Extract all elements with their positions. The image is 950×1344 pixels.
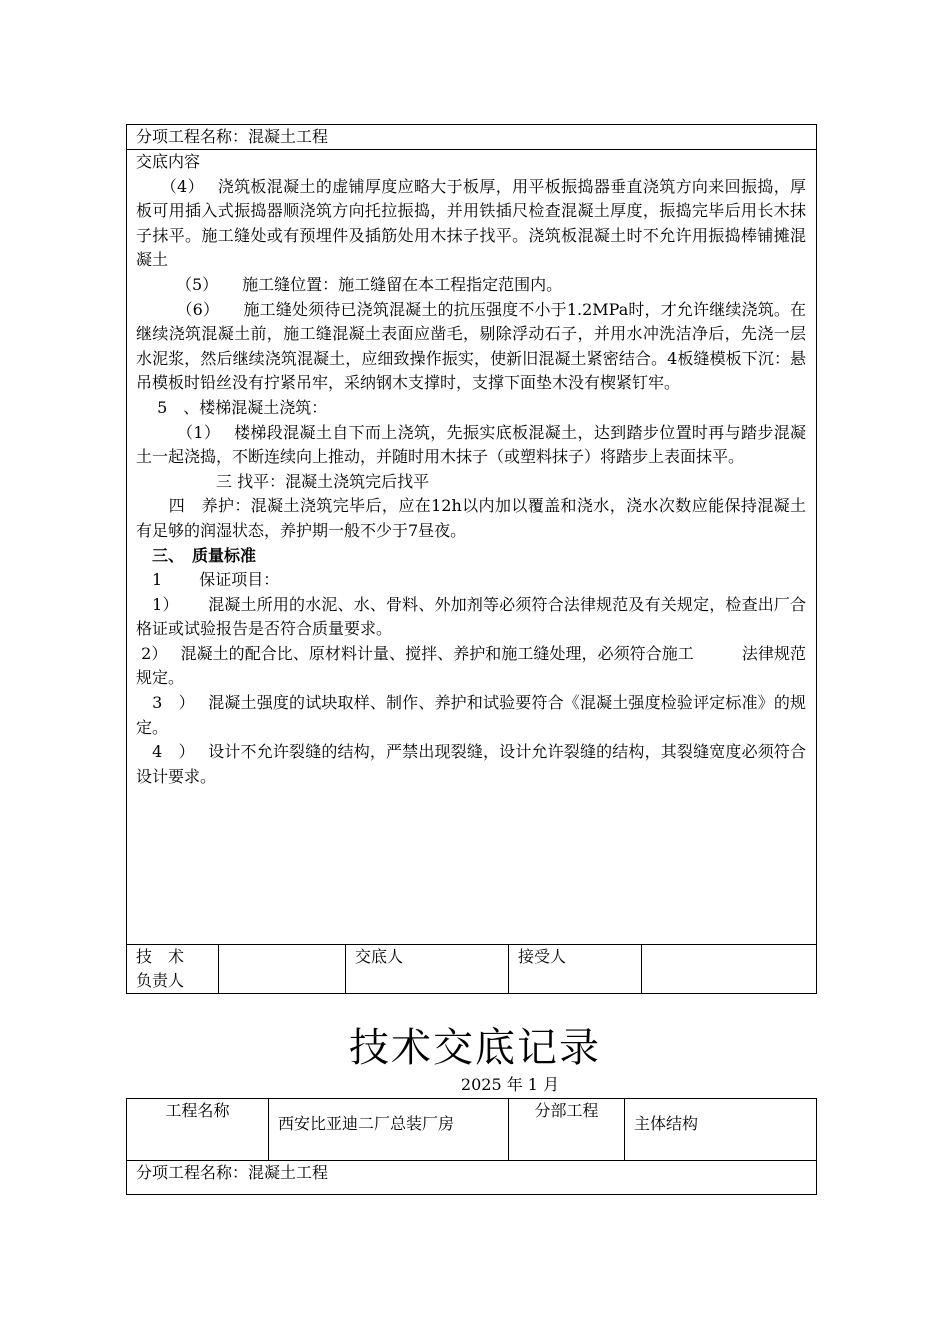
disclosure-table: [126, 124, 817, 994]
disclosure-content: [127, 150, 817, 945]
record-date: 2025 年 1 月: [460, 1075, 560, 1094]
receiver-label: 接受人: [509, 945, 642, 994]
project-info-table: [126, 1098, 817, 1195]
receiver-value: [642, 945, 817, 994]
subproject-name-text: 分项工程名称：混凝土工程: [136, 127, 329, 146]
division-value: 主体结构: [625, 1099, 817, 1161]
content-line: （4） 浇筑板混凝土的虚铺厚度应略大于板厚，用平板振捣器垂直浇筑方向来回振捣，厚板可用插入式振捣器顺浇筑方向托拉振捣，并用铁插尺检查混凝土厚度，振捣完毕后用长木抹子抹平。施工缝处或有预埋件及插筋处用木抹子找平。浇筑板混凝土时不允许用振捣棒铺摊混凝土: [136, 176, 807, 270]
content-line: 2） 混凝土的配合比、原材料计量、搅拌、养护和施工缝处理，必须符合施工 法律规范规定。: [136, 643, 807, 688]
content-line: 4 ） 设计不允许裂缝的结构，严禁出现裂缝，设计允许裂缝的结构，其裂缝宽度必须符合设计要求。: [136, 742, 807, 786]
division-label: 分部工程: [509, 1099, 625, 1161]
content-line: 1） 混凝土所用的水泥、水、骨料、外加剂等必须符合法律规范及有关规定，检查出厂合格证或试验报告是否符合质量要求。: [136, 594, 807, 639]
subproject-name: [127, 125, 817, 150]
quality-standard-heading: 三、 质量标准: [136, 545, 257, 565]
tech-lead-value: [219, 945, 346, 994]
record-title: 技术交底记录: [349, 1025, 601, 1071]
presenter-label: 交底人: [346, 945, 509, 994]
content-line: （6） 施工缝处须待已浇筑混凝土的抗压强度不小于1.2MPa时，才允许继续浇筑。在继续浇筑混凝土前，施工缝混凝土表面应凿毛，剔除浮动石子，并用水冲洗洁净后，先浇一层水泥浆，然后继续浇筑混凝土，应细致操作振实，使新旧混凝土紧密结合。4板缝模板下沉：悬吊模板时铅丝没有拧紧吊牢，采纳钢木支撑时，支撑下面垫木没有楔紧钉牢。: [136, 299, 807, 393]
project-name-value: 西安比亚迪二厂总装厂房: [269, 1099, 509, 1161]
content-line: 1 保证项目：: [136, 570, 280, 590]
content-line: 四 养护：混凝土浇筑完毕后，应在12h以内加以覆盖和浇水，浇水次数应能保持混凝土有足够的润湿状态，养护期一般不少于7昼夜。: [136, 496, 807, 540]
tech-lead-label: 技 术 负责人: [127, 945, 219, 994]
content-line: 三 找平：混凝土浇筑完后找平: [136, 471, 430, 491]
content-line: 3 ） 混凝土强度的试块取样、制作、养护和试验要符合《混凝土强度检验评定标准》的规定。: [136, 693, 807, 737]
content-line: （5） 施工缝位置：施工缝留在本工程指定范围内。: [136, 274, 563, 294]
content-line: 5 、楼梯混凝土浇筑：: [136, 397, 328, 417]
project-name-label: 工程名称: [127, 1099, 269, 1161]
content-line: （1） 楼梯段混凝土自下而上浇筑，先振实底板混凝土，达到踏步位置时再与踏步混凝土一起浇捣，不断连续向上推动，并随时用木抹子（或塑料抹子）将踏步上表面抹平。: [136, 422, 807, 467]
content-heading: 交底内容: [136, 152, 201, 171]
subproject-name-2: 分项工程名称：混凝土工程: [127, 1161, 817, 1195]
